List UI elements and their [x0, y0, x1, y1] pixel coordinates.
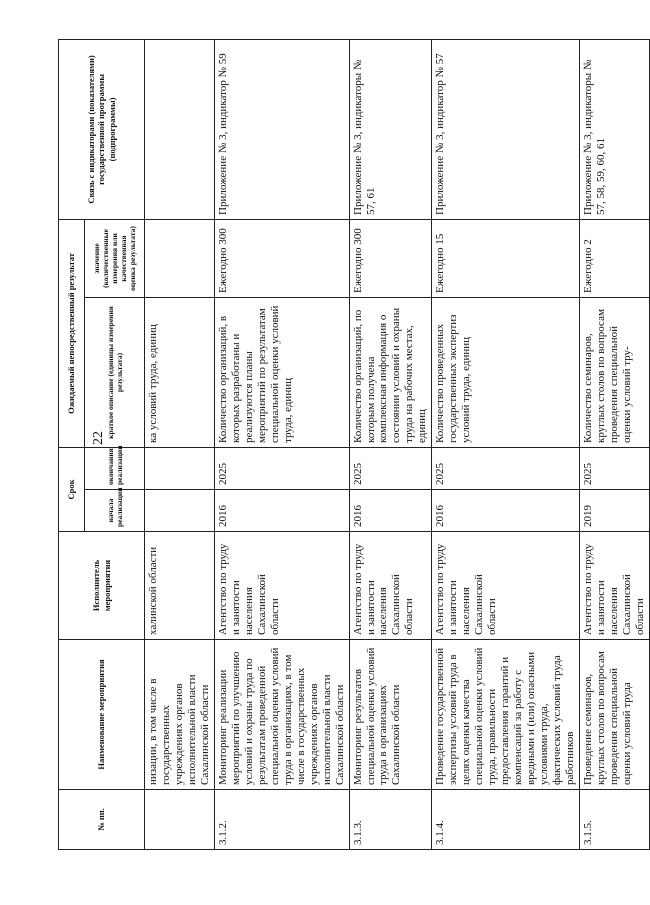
header-result: Ожидаемый непосредственный результат	[59, 219, 85, 447]
row-executor: Агентство по труду и занятости населения Сахалинской области	[349, 532, 432, 640]
row-start: 2016	[214, 490, 349, 532]
table-row	[432, 39, 580, 849]
row-name: низации, в том числе в государственных учреждениях органов исполнительной власти Сахалинской области	[145, 640, 215, 790]
row-desc: Количество проведенных государственных экспертиз условий труда, единиц	[432, 297, 580, 447]
row-executor: Агентство по труду и занятости населения Сахалинской области	[580, 532, 650, 640]
table-row	[349, 39, 432, 849]
row-number: 3.1.4.	[432, 790, 580, 850]
row-executor: Агентство по труду и занятости населения Сахалинской области	[432, 532, 580, 640]
row-start: 2016	[349, 490, 432, 532]
row-end: 2025	[349, 447, 432, 489]
row-start	[145, 490, 215, 532]
header-result-value: значение (количественные измерения или качественная оценка результата)	[85, 219, 145, 297]
row-value	[145, 219, 215, 297]
header-term-start: начала реализации	[85, 490, 145, 532]
row-executor: Агентство по труду и занятости населения Сахалинской области	[214, 532, 349, 640]
row-link: Приложение № 3, индикаторы № 57, 61	[349, 39, 432, 219]
row-name: Мониторинг результатов специальной оценки условий труда в организациях Сахалинской области	[349, 640, 432, 790]
row-desc: Количество семинаров, круглых столов по вопросам проведения специальной оценки условий тру-	[580, 297, 650, 447]
header-executor: Исполнитель мероприятия	[59, 532, 145, 640]
activities-table	[58, 39, 650, 850]
table-row	[580, 39, 650, 849]
table-row	[214, 39, 349, 849]
row-value: Ежегодно 300	[349, 219, 432, 297]
row-link: Приложение № 3, индикатор № 57	[432, 39, 580, 219]
row-number	[145, 790, 215, 850]
row-desc: ка условий труда, единиц	[145, 297, 215, 447]
row-number: 3.1.2.	[214, 790, 349, 850]
row-name: Проведение семинаров, круглых столов по вопросам проведения специальной оценки условий труда	[580, 640, 650, 790]
row-end: 2025	[432, 447, 580, 489]
row-executor: халинской области	[145, 532, 215, 640]
table-row	[145, 39, 215, 849]
row-value: Ежегодно 2	[580, 219, 650, 297]
header-term-end: окончания реализации	[85, 447, 145, 489]
document-table-rotated	[58, 40, 646, 850]
row-name: Проведение государственной экспертизы условий труда в целях оценки качества специальной оценки условий труда, правильности предоставления гарантий и компенсаций за работу с вредными и (или) опасными условиями труда, фактических условий труда работников	[432, 640, 580, 790]
row-link: Приложение № 3, индикатор № 59	[214, 39, 349, 219]
row-end	[145, 447, 215, 489]
row-value: Ежегодно 15	[432, 219, 580, 297]
row-desc: Количество организаций, в которых разработаны и реализуются планы мероприятий по результатам специальной оценки условий труда, единиц	[214, 297, 349, 447]
page-number: 22	[91, 431, 106, 445]
header-result-desc: краткое описание (единицы измерения результата)	[85, 297, 145, 447]
row-number: 3.1.5.	[580, 790, 650, 850]
row-start: 2019	[580, 490, 650, 532]
row-desc: Количество организаций, по которым получена комплексная информация о состоянии условий и охраны труда на рабочих местах, единиц	[349, 297, 432, 447]
row-link: Приложение № 3, индикаторы № 57, 58, 59, 60, 61	[580, 39, 650, 219]
row-value: Ежегодно 300	[214, 219, 349, 297]
row-start: 2016	[432, 490, 580, 532]
row-end: 2025	[214, 447, 349, 489]
row-link	[145, 39, 215, 219]
header-term: Срок	[59, 447, 85, 531]
header-name: Наименование мероприятия	[59, 640, 145, 790]
header-link: Связь с индикаторами (показателями) государственной программы (подпрограммы)	[59, 39, 145, 219]
row-name: Мониторинг реализации мероприятий по улучшению условий и охраны труда по результатам проведенной специальной оценки условий труда в организациях, в том числе в государственных учреждениях органов исполнительной власти Сахалинской области	[214, 640, 349, 790]
row-number: 3.1.3.	[349, 790, 432, 850]
row-end: 2025	[580, 447, 650, 489]
header-num: № пп.	[59, 790, 145, 850]
